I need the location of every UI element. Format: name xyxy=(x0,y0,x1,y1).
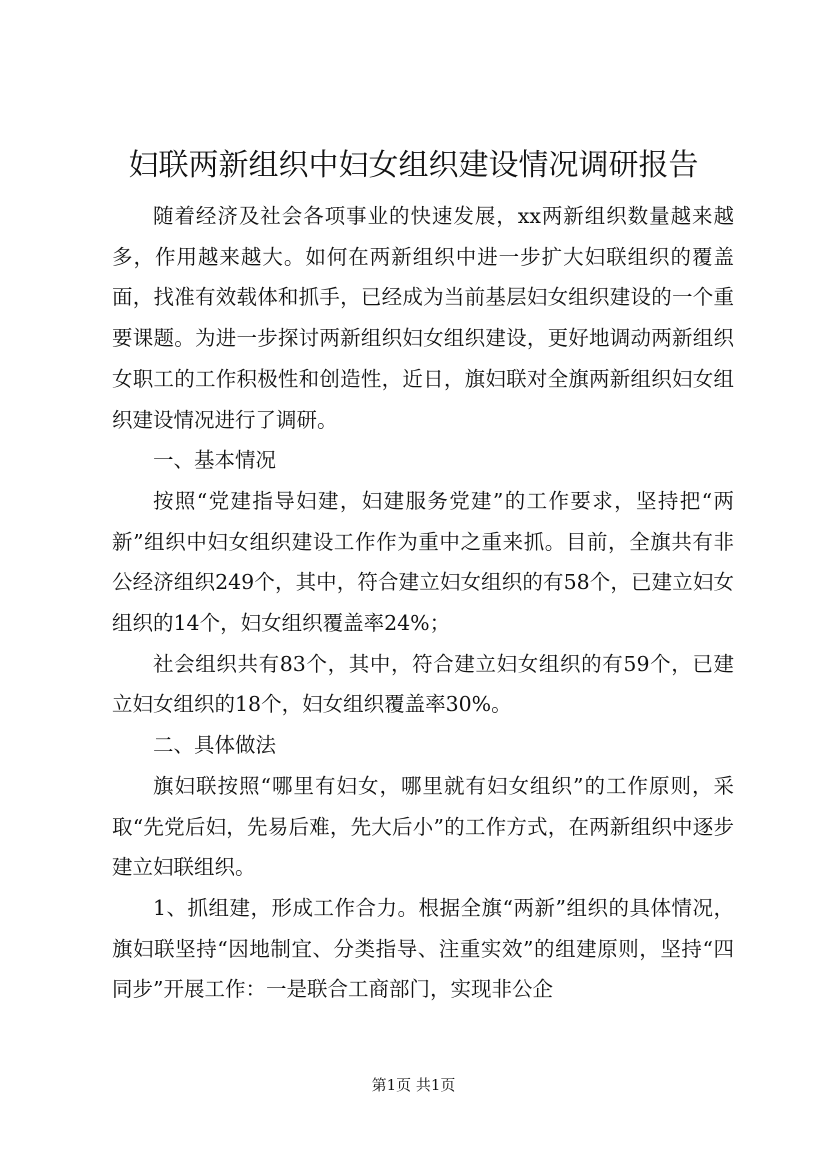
section-heading-basic: 一、基本情况 xyxy=(153,448,276,473)
section-heading-methods: 二、具体做法 xyxy=(153,733,276,758)
document-body xyxy=(112,196,734,1010)
paragraph-methods-1: 旗妇联按照“哪里有妇女，哪里就有妇女组织”的工作原则，采取“先党后妇，先易后难，先大后小”的工作方式，在两新组织中逐步建立妇联组织。 xyxy=(112,773,734,880)
paragraph-intro: 随着经济及社会各项事业的快速发展，xx两新组织数量越来越多，作用越来越大。如何在两新组织中进一步扩大妇联组织的覆盖面，找准有效载体和抓手，已经成为当前基层妇女组织建设的一个重要课题。为进一步探讨两新组织妇女组织建设，更好地调动两新组织女职工的工作积极性和创造性，近日，旗妇联对全旗两新组织妇女组织建设情况进行了调研。 xyxy=(112,204,734,432)
paragraph-basic-1: 按照“党建指导妇建，妇建服务党建”的工作要求，坚持把“两新”组织中妇女组织建设工作作为重中之重来抓。目前，全旗共有非公经济组织249个，其中，符合建立妇女组织的有58个，已建立妇女组织的14个，妇女组织覆盖率24%； xyxy=(112,488,734,636)
paragraph-basic-2: 社会组织共有83个，其中，符合建立妇女组织的有59个，已建立妇女组织的18个，妇女组织覆盖率30%。 xyxy=(112,651,734,717)
document-title: 妇联两新组织中妇女组织建设情况调研报告 xyxy=(128,148,699,183)
page-footer: 第1页 共1页 xyxy=(371,1076,456,1094)
paragraph-methods-2: 1、抓组建，形成工作合力。根据全旗“两新”组织的具体情况，旗妇联坚持“因地制宜、分类指导、注重实效”的组建原则，坚持“四同步”开展工作：一是联合工商部门，实现非公企 xyxy=(112,895,734,1002)
